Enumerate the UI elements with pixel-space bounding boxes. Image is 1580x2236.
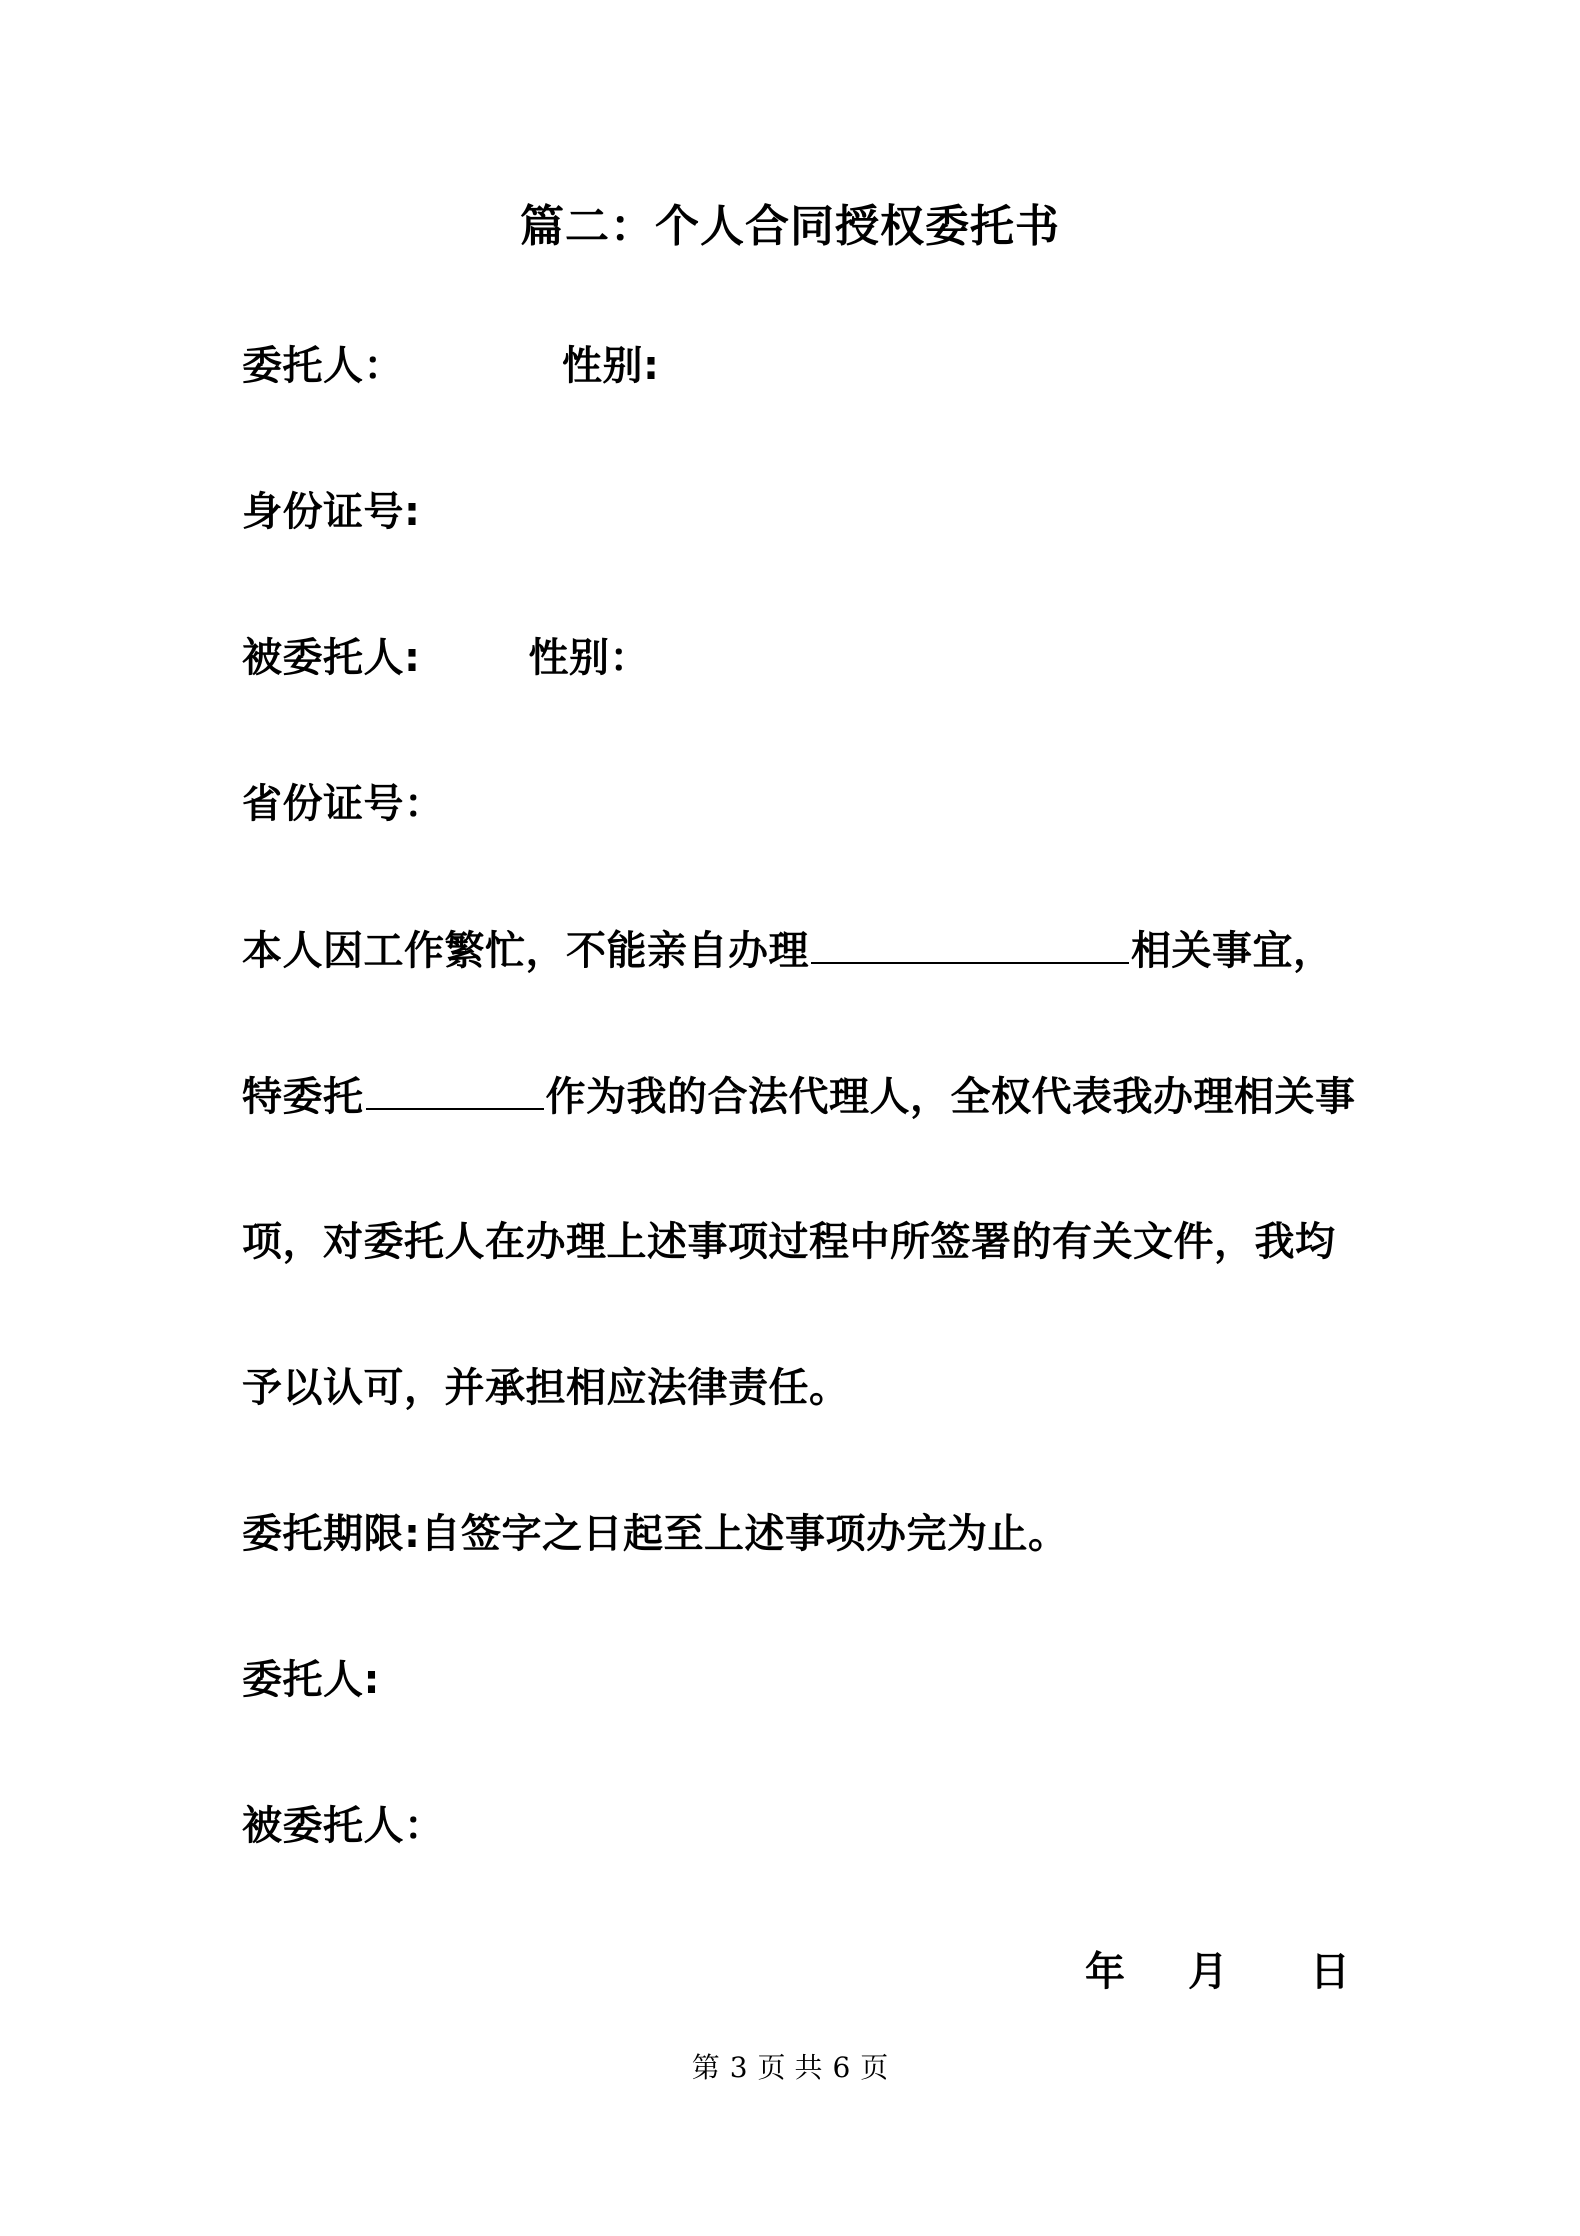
document-title: 篇二：个人合同授权委托书	[520, 201, 1060, 252]
date-year: 年	[1085, 1949, 1125, 1995]
footer-middle: 页 共	[757, 2051, 823, 2084]
term-line: 委托期限:自签字之日起至上述事项办完为止。	[242, 1511, 1069, 1557]
body-line-2-end: 作为我的合法代理人，全权代表我办理相关事	[545, 1074, 1356, 1120]
footer-page-number: 3	[729, 2051, 748, 2084]
body-line-1-start: 本人因工作繁忙，不能亲自办理	[242, 928, 809, 974]
agent-name-blank	[366, 1068, 544, 1110]
agent-row	[242, 630, 650, 686]
footer-prefix: 第	[691, 2051, 720, 2084]
agent-id-row	[242, 776, 445, 832]
agent-label: 被委托人:	[242, 635, 421, 681]
matter-blank	[811, 922, 1129, 964]
body-line-2	[242, 1068, 1356, 1125]
agent-id-label: 省份证号：	[242, 781, 445, 827]
principal-id-label: 身份证号:	[242, 489, 421, 535]
date-month: 月	[1188, 1949, 1228, 1995]
page-footer	[0, 2046, 1580, 2086]
body-line-1-end: 相关事宜，	[1131, 928, 1334, 974]
agent-gender-label: 性别：	[528, 635, 650, 681]
signature-agent: 被委托人：	[242, 1803, 445, 1849]
principal-row	[242, 338, 660, 394]
footer-total-pages: 6	[832, 2051, 851, 2084]
principal-gender-label: 性别:	[562, 343, 660, 389]
principal-label: 委托人：	[242, 343, 404, 389]
body-line-1	[242, 922, 1334, 979]
principal-id-row	[242, 484, 421, 540]
footer-suffix: 页	[860, 2051, 889, 2084]
date-day: 日	[1310, 1949, 1350, 1995]
signature-principal: 委托人:	[242, 1657, 380, 1703]
body-line-2-start: 特委托	[242, 1074, 364, 1120]
body-line-4: 予以认可，并承担相应法律责任。	[242, 1365, 850, 1411]
body-line-3: 项，对委托人在办理上述事项过程中所签署的有关文件，我均	[242, 1219, 1336, 1265]
